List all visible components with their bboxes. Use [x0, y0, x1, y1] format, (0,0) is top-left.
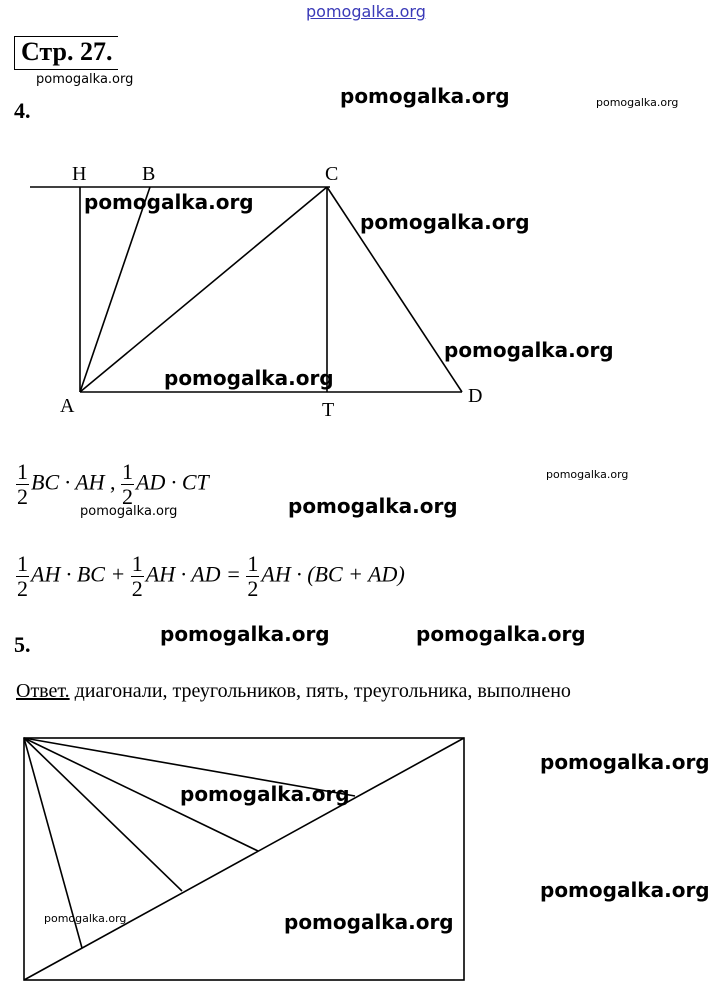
label-T: T: [322, 399, 335, 421]
watermark: pomogalka.org: [36, 72, 134, 87]
task5-answer: [16, 680, 571, 703]
watermark: pomogalka.org: [546, 468, 629, 481]
side-AB: [80, 187, 150, 392]
label-A: A: [60, 395, 75, 417]
diagonal: [24, 738, 464, 980]
label-C: C: [325, 163, 339, 185]
diagonal-AC: [80, 187, 327, 392]
label-B: B: [142, 163, 156, 185]
watermark: pomogalka.org: [596, 96, 679, 109]
label-H: H: [72, 163, 87, 185]
label-D: D: [468, 385, 483, 407]
watermark: pomogalka.org: [44, 912, 127, 925]
watermark: pomogalka.org: [80, 504, 178, 519]
watermark: pomogalka.org: [540, 750, 710, 774]
watermark: pomogalka.org: [160, 622, 330, 646]
header-link[interactable]: pomogalka.org: [306, 2, 426, 21]
watermark: pomogalka.org: [360, 210, 530, 234]
page-label: Стр. 27.: [21, 37, 113, 66]
task4-number: 4.: [14, 98, 31, 123]
answer-text: диагонали, треугольников, пять, треугольника, выполнено: [74, 680, 571, 702]
watermark: pomogalka.org: [340, 84, 510, 108]
watermark: pomogalka.org: [444, 338, 614, 362]
formula-sum: $\frac{1}{2}$ AH · BC + $\frac{1}{2}$ AH · AD = $\frac{1}{2}$ AH · (BC + AD): [17, 551, 405, 601]
watermark: pomogalka.org: [164, 366, 334, 390]
page-label-box: [14, 36, 118, 70]
watermark: pomogalka.org: [284, 910, 454, 934]
watermark: pomogalka.org: [84, 190, 254, 214]
watermark: pomogalka.org: [288, 494, 458, 518]
watermark: pomogalka.org: [180, 782, 350, 806]
formula-areas: $\frac{1}{2}$ BC · AH , $\frac{1}{2}$ AD · CT: [17, 459, 209, 509]
watermark: pomogalka.org: [416, 622, 586, 646]
answer-label: Ответ.: [16, 680, 70, 702]
task5-number: 5.: [14, 632, 31, 657]
watermark: pomogalka.org: [540, 878, 710, 902]
